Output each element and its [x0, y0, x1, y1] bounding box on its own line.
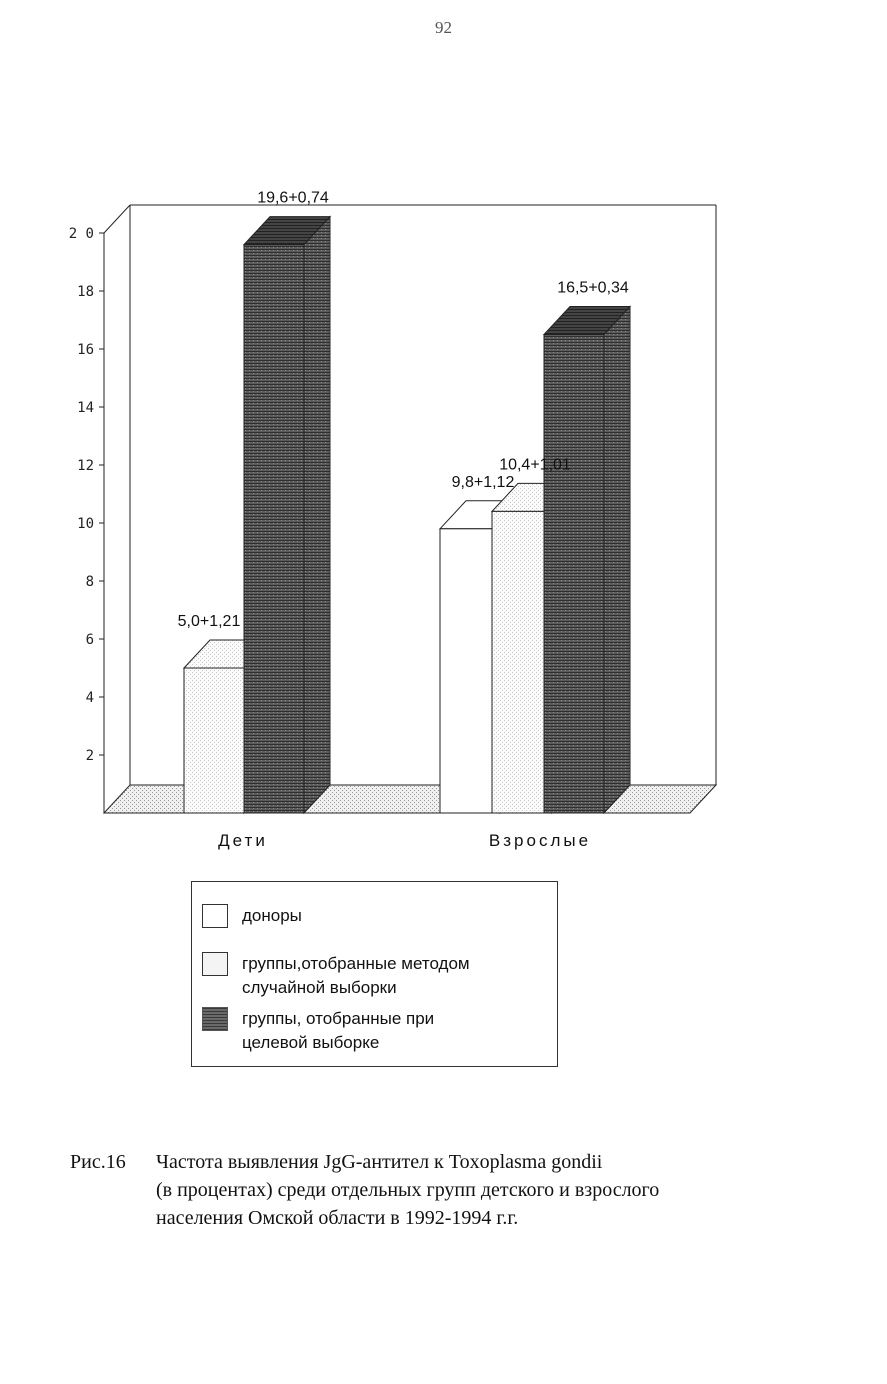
axis-depth-edge	[104, 205, 130, 233]
y-axis-ticks	[69, 226, 104, 764]
legend-swatch-random	[202, 952, 228, 976]
legend-item-target	[202, 1007, 542, 1055]
value-label: 9,8+1,12	[451, 473, 515, 491]
page-number: 92	[435, 18, 452, 37]
caption-prefix: Рис.16	[70, 1151, 126, 1173]
y-tick-label: 14	[77, 400, 94, 416]
legend-label-target-line2: целевой выборке	[242, 1033, 380, 1052]
value-label: 16,5+0,34	[557, 279, 629, 297]
legend-swatch-donors	[202, 904, 228, 928]
y-tick-label: 16	[77, 342, 94, 358]
category-label-children: Дети	[218, 831, 268, 850]
y-tick-label: 4	[85, 690, 94, 706]
legend-label-random-line1: группы,отобранные методом	[242, 954, 470, 973]
category-label-adults: Взрослые	[488, 831, 592, 850]
y-tick-label: 2	[85, 748, 94, 764]
bars	[184, 217, 630, 813]
y-tick-label: 8	[85, 574, 94, 590]
legend-swatch-target	[202, 1007, 228, 1031]
y-tick-label: 2 0	[68, 226, 94, 242]
caption-line-3: населения Омской области в 1992-1994 г.г.	[156, 1207, 519, 1229]
bar-front	[244, 245, 304, 813]
bar-front	[184, 668, 244, 813]
bar-front	[544, 335, 604, 814]
bar-side	[604, 307, 630, 814]
legend	[191, 881, 558, 1067]
value-label: 19,6+0,74	[257, 189, 329, 207]
value-label: 5,0+1,21	[177, 613, 241, 630]
bar-front	[440, 529, 500, 813]
legend-label-target-line1: группы, отобранные при	[242, 1009, 435, 1028]
caption-line-2: (в процентах) среди отдельных групп детского и взрослого	[156, 1179, 660, 1201]
bar-front	[492, 511, 552, 813]
legend-label-donors: доноры	[242, 906, 302, 925]
y-tick-label: 6	[85, 632, 94, 648]
legend-label-random-line2: случайной выборки	[242, 978, 397, 997]
y-tick-label: 10	[77, 516, 94, 532]
bar-side	[304, 217, 330, 813]
caption-line-1: Частота выявления JgG-антител к Toxoplasma gondii	[156, 1151, 603, 1173]
bar-target-0	[244, 217, 330, 813]
legend-item-donors	[202, 904, 542, 928]
legend-item-random	[202, 952, 542, 1000]
y-tick-label: 18	[77, 284, 94, 300]
value-label: 10,4+1,01	[499, 456, 571, 474]
y-tick-label: 12	[77, 458, 94, 474]
bar-target-1	[544, 307, 630, 814]
